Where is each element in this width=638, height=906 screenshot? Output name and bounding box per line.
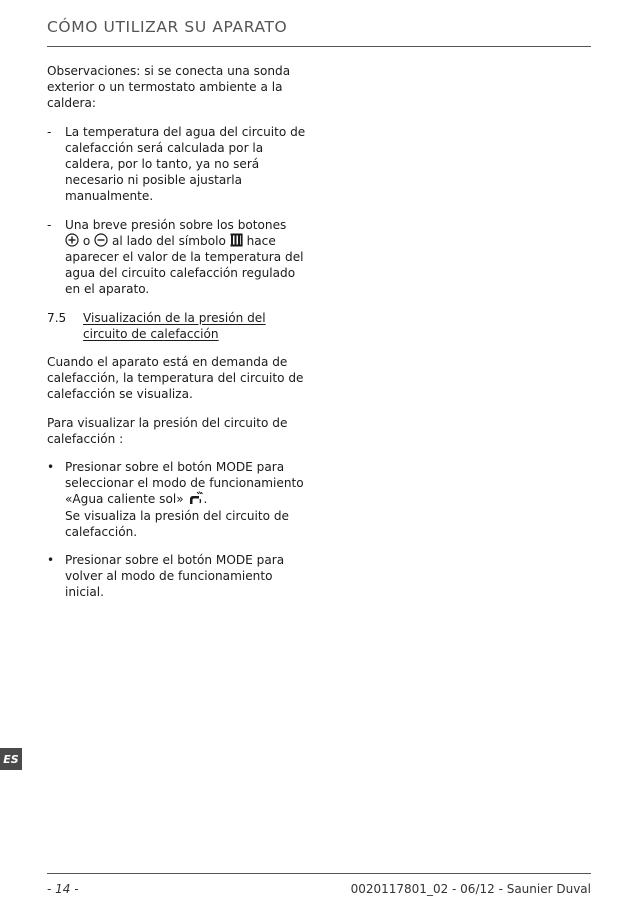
bullet-text: Presionar sobre el botón MODE para volver al modo de funcionamiento inicial.: [65, 553, 285, 600]
page-number: - 14 -: [47, 882, 79, 896]
section-heading: [47, 310, 309, 342]
section-title: Visualización de la presión del circuito de calefacción: [83, 310, 266, 341]
bullet-text-part3: Se visualiza la presión del circuito de calefacción.: [65, 508, 289, 539]
header-divider: [47, 46, 591, 47]
language-tab: ES: [0, 748, 22, 770]
bullet-list-item: [47, 552, 309, 601]
bullet-text-part1: Presionar sobre el botón MODE para seleccionar el modo de funcionamiento «Agua caliente sol»: [65, 460, 304, 507]
paragraph-demand: Cuando el aparato está en demanda de calefacción, la temperatura del circuito de calefacción se visualiza.: [47, 355, 304, 402]
document-reference: 0020117801_02 - 06/12 - Saunier Duval: [350, 882, 591, 896]
dash-item-text-part3: al lado del símbolo: [111, 233, 226, 248]
dash-item-text-part1: Una breve presión sobre los botones: [65, 217, 287, 232]
page-header-title: CÓMO UTILIZAR SU APARATO: [47, 18, 288, 36]
dash-list-item: [47, 124, 309, 205]
plus-button-icon: [65, 233, 79, 247]
bullet-marker: •: [47, 460, 55, 475]
dash-marker: -: [47, 217, 52, 232]
section-number: 7.5: [47, 310, 67, 325]
main-content: [47, 63, 309, 613]
radiator-icon: [230, 233, 243, 247]
bullet-list-item: [47, 459, 309, 540]
footer-divider: [47, 873, 591, 874]
dash-item-text-part4: hace aparecer el valor de la temperatura del agua del circuito calefacción regulado en el aparato.: [65, 233, 304, 297]
dash-item-text-part2: o: [82, 233, 91, 248]
dash-marker: -: [47, 124, 52, 139]
hot-water-tap-icon: [188, 491, 204, 505]
paragraph-pressure: Para visualizar la presión del circuito de calefacción :: [47, 415, 288, 446]
dash-item-text: La temperatura del agua del circuito de calefacción será calculada por la caldera, por lo tanto, ya no será necesario ni posible ajustarla manualmente.: [65, 124, 306, 204]
intro-paragraph: Observaciones: si se conecta una sonda exterior o un termostato ambiente a la caldera:: [47, 64, 291, 111]
bullet-marker: •: [47, 553, 55, 568]
dash-list-item: [47, 217, 309, 298]
minus-button-icon: [94, 233, 108, 247]
bullet-text-part2: .: [203, 492, 208, 507]
